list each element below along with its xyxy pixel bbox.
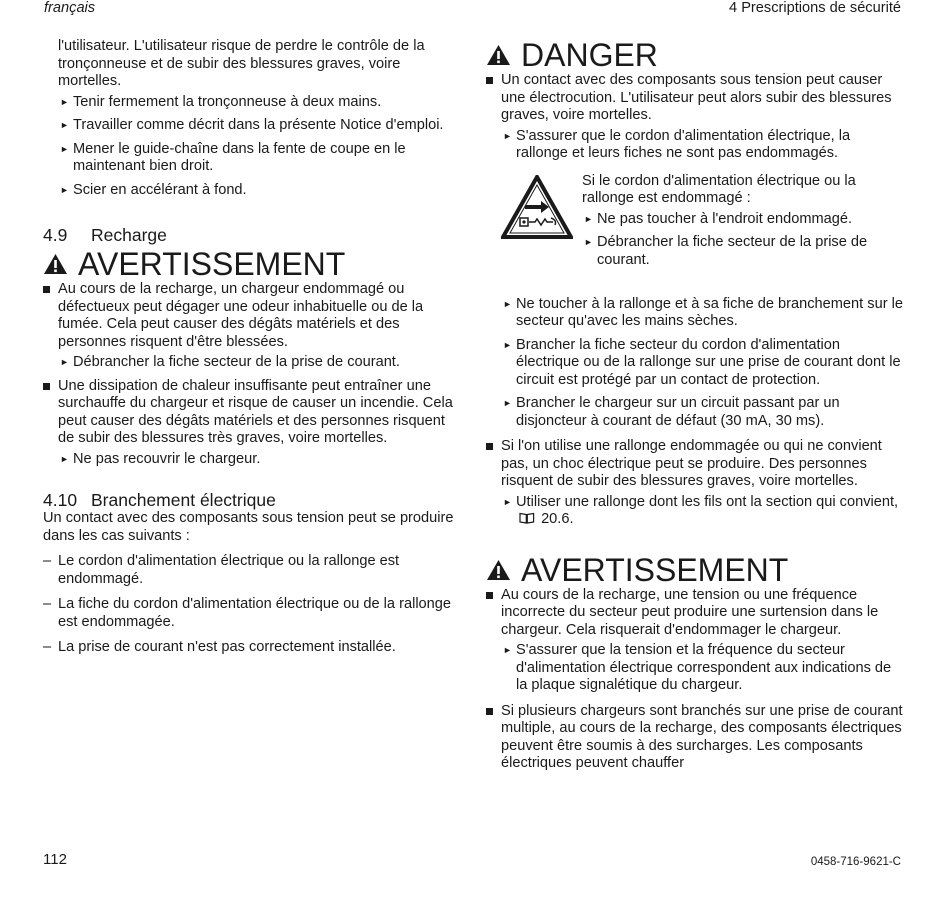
arrow-icon: ►	[60, 453, 69, 464]
section-intro: Un contact avec des composants sous tension peut se produire dans les cas suivants :	[43, 510, 454, 544]
electric-hazard-box	[501, 173, 906, 293]
action-item: ► Travailler comme décrit dans la présente Notice d'emploi.	[60, 117, 444, 133]
section-heading-recharge	[43, 225, 458, 245]
action-item: ► S'assurer que la tension et la fréquence du secteur d'alimentation électrique correspondent aux indications de la plaque signalétique du chargeur.	[503, 642, 892, 693]
section-title: Recharge	[91, 225, 167, 245]
warning-triangle-icon	[43, 253, 68, 275]
arrow-icon: ►	[60, 96, 69, 107]
electric-shock-hazard-icon	[501, 175, 573, 239]
reference-number: 20.6.	[541, 511, 574, 527]
arrow-icon: ►	[503, 496, 512, 507]
arrow-icon: ►	[584, 213, 593, 224]
warning-triangle-icon	[486, 44, 511, 66]
dash-bullet-icon: –	[43, 596, 52, 612]
warning-item: Si plusieurs chargeurs sont branchés sur une prise de courant multiple, au cours de la recharge, des composants électriques peuvent être soumis à des surcharges. Les composants électriques peuvent chauffer	[486, 703, 906, 773]
danger-heading: DANGER	[486, 38, 906, 72]
action-item: ► Débrancher la fiche secteur de la prise de courant.	[60, 354, 400, 370]
arrow-icon: ►	[503, 339, 512, 350]
header-language: français	[44, 0, 96, 16]
section-number: 4.9	[43, 225, 68, 245]
intro-text: l'utilisateur. L'utilisateur risque de perdre le contrôle de la tronçonneuse et de subir des blessures graves, voire mortelles.	[58, 38, 425, 89]
warning-heading-2: AVERTISSEMENT	[486, 553, 906, 587]
hazard-box-text: Si le cordon d'alimentation électrique ou la rallonge est endommagé :	[582, 172, 856, 206]
arrow-icon: ►	[60, 357, 69, 367]
right-column	[486, 38, 906, 773]
action-item: ► Tenir fermement la tronçonneuse à deux mains.	[60, 93, 382, 110]
left-column	[43, 38, 458, 665]
action-item: ► Utiliser une rallonge dont les fils ont la section qui convient, 20.6.	[503, 493, 899, 527]
case-item: – La fiche du cordon d'alimentation électrique ou de la rallonge est endommagée.	[43, 596, 452, 630]
section-number: 4.10	[43, 490, 78, 510]
case-item: – Le cordon d'alimentation électrique ou la rallonge est endommagé.	[43, 553, 400, 587]
action-item: ► Ne pas toucher à l'endroit endommagé.	[584, 210, 853, 227]
page-number: 112	[43, 851, 67, 868]
danger-item: Un contact avec des composants sous tension peut causer une électrocution. L'utilisateur peut alors subir des blessures graves, voire mortelles.	[486, 72, 906, 125]
arrow-icon: ►	[60, 120, 69, 130]
arrow-icon: ►	[584, 237, 593, 247]
action-item: ► S'assurer que le cordon d'alimentation électrique, la rallonge et leurs fiches ne sont pas endommagés.	[503, 127, 851, 161]
case-item: – La prise de courant n'est pas correctement installée.	[43, 639, 396, 655]
square-bullet-icon	[486, 443, 493, 450]
dash-bullet-icon: –	[43, 553, 52, 569]
arrow-icon: ►	[60, 184, 69, 195]
square-bullet-icon	[486, 77, 493, 84]
warning-item: Au cours de la recharge, une tension ou une fréquence incorrecte du secteur peut produire une surtension dans le chargeur. Cela risquerait d'endommager le chargeur.	[486, 587, 906, 640]
action-item: ► Brancher la fiche secteur du cordon d'alimentation électrique ou de la rallonge sur une prise de courant dont le circuit est protégé par un contact de protection.	[503, 336, 901, 388]
action-item: ► Mener le guide-chaîne dans la fente de coupe en le maintenant bien droit.	[60, 140, 406, 174]
square-bullet-icon	[486, 708, 493, 715]
action-item: ► Brancher le chargeur sur un circuit passant par un disjoncteur à courant de défaut (30 mA, 30 ms).	[503, 395, 840, 429]
danger-item: Si l'on utilise une rallonge endommagée ou qui ne convient pas, un choc électrique peut se produire. Des personnes risquent de subir des blessures graves, voire mortelles.	[486, 438, 906, 491]
book-reference-icon	[519, 512, 535, 524]
warning-triangle-icon	[486, 559, 511, 581]
arrow-icon: ►	[503, 645, 512, 655]
arrow-icon: ►	[503, 398, 512, 408]
warning-item: Une dissipation de chaleur insuffisante peut entraîner une surchauffe du chargeur et risque de causer un incendie. Cela peut causer des dégâts matériels et des personnes risquent de subir des blessures très graves, voire mortelles.	[43, 378, 458, 448]
action-item: ► Ne pas recouvrir le chargeur.	[60, 450, 261, 467]
square-bullet-icon	[486, 592, 493, 599]
arrow-icon: ►	[60, 143, 69, 154]
section-heading-branchement	[43, 490, 458, 510]
dash-bullet-icon: –	[43, 639, 52, 655]
warning-heading: AVERTISSEMENT	[43, 247, 458, 281]
action-item: ► Débrancher la fiche secteur de la prise de courant.	[584, 234, 868, 268]
square-bullet-icon	[43, 383, 50, 390]
action-item: ► Ne toucher à la rallonge et à sa fiche de branchement sur le secteur qu'avec les mains sèches.	[503, 295, 903, 329]
square-bullet-icon	[43, 286, 50, 293]
action-item: ► Scier en accélérant à fond.	[60, 181, 247, 198]
arrow-icon: ►	[503, 298, 512, 309]
section-title: Branchement électrique	[91, 490, 276, 510]
document-code: 0458-716-9621-C	[810, 856, 901, 868]
arrow-icon: ►	[503, 130, 512, 141]
header-chapter: 4 Prescriptions de sécurité	[729, 0, 901, 16]
warning-item: Au cours de la recharge, un chargeur endommagé ou défectueux peut dégager une odeur inhabituelle ou de la fumée. Cela peut causer des dégâts matériels et des personnes risquent d'être blessées.	[43, 281, 458, 351]
